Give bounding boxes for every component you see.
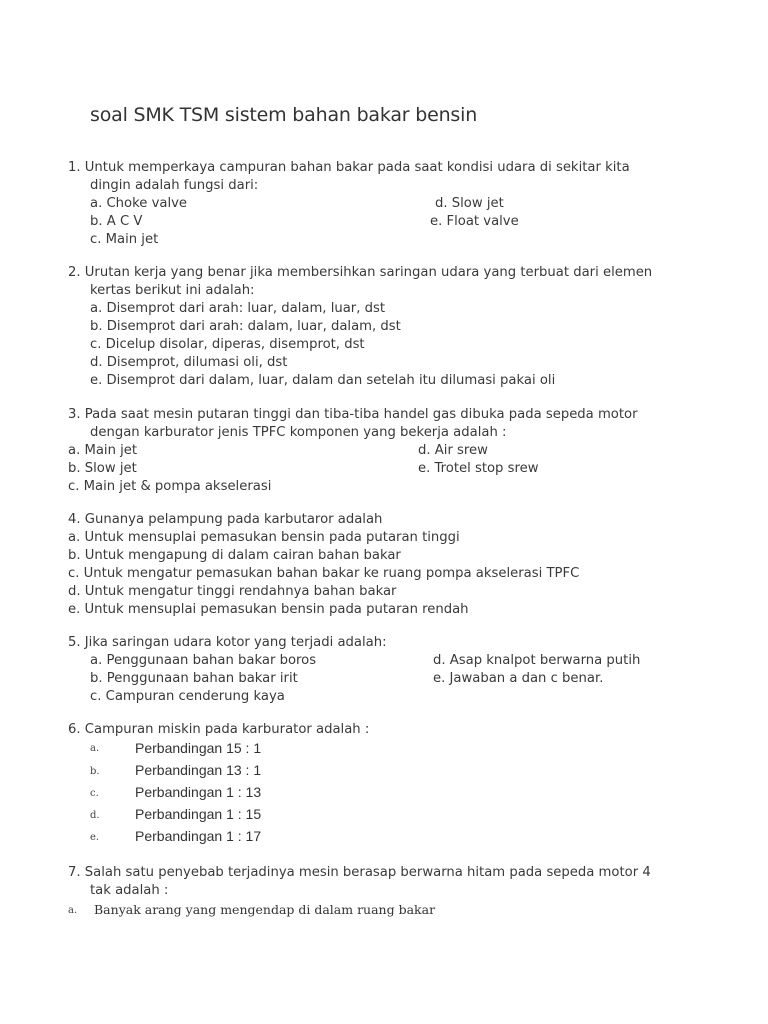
option-a: a. Penggunaan bahan bakar boros <box>90 653 317 668</box>
question-stem-line: 5. Jika saringan udara kotor yang terjadi adalah: <box>68 635 387 650</box>
option-a: a. Disemprot dari arah: luar, dalam, luar, dst <box>90 301 386 316</box>
option-b: b. A C V <box>90 214 143 229</box>
option-a: a. Untuk mensuplai pemasukan bensin pada putaran tinggi <box>68 530 460 545</box>
option-b: Perbandingan 13 : 1 <box>135 762 262 778</box>
option-letter: c. <box>90 788 99 799</box>
option-b: b. Untuk mengapung di dalam cairan bahan bakar <box>68 548 401 563</box>
question-stem-line: 7. Salah satu penyebab terjadinya mesin berasap berwarna hitam pada sepeda motor 4 <box>68 865 651 880</box>
option-a: Perbandingan 15 : 1 <box>135 740 262 756</box>
option-letter: a. <box>90 743 100 754</box>
question-stem-line: dengan karburator jenis TPFC komponen yang bekerja adalah : <box>90 425 507 440</box>
option-e: e. Untuk mensuplai pemasukan bensin pada putaran rendah <box>68 602 469 617</box>
question-stem-line: 4. Gunanya pelampung pada karbutaror adalah <box>68 512 383 527</box>
option-a: Banyak arang yang mengendap di dalam ruang bakar <box>94 902 436 917</box>
question-stem-line: dingin adalah fungsi dari: <box>90 178 259 193</box>
page-title: soal SMK TSM sistem bahan bakar bensin <box>90 104 478 126</box>
option-e: Perbandingan 1 : 17 <box>135 828 262 844</box>
option-b: b. Slow jet <box>68 461 137 476</box>
option-e: e. Float valve <box>430 214 519 229</box>
option-d: d. Slow jet <box>435 196 504 211</box>
option-c: c. Main jet <box>90 232 159 247</box>
question-stem-line: 3. Pada saat mesin putaran tinggi dan tiba-tiba handel gas dibuka pada sepeda motor <box>68 407 638 422</box>
option-d: d. Untuk mengatur tinggi rendahnya bahan bakar <box>68 584 397 599</box>
option-c: c. Campuran cenderung kaya <box>90 689 285 704</box>
option-c: Perbandingan 1 : 13 <box>135 784 262 800</box>
option-c: c. Dicelup disolar, diperas, disemprot, dst <box>90 337 365 352</box>
question-stem-line: 6. Campuran miskin pada karburator adalah : <box>68 722 370 737</box>
option-e: e. Jawaban a dan c benar. <box>433 671 604 686</box>
option-b: b. Penggunaan bahan bakar irit <box>90 671 298 686</box>
option-d: d. Disemprot, dilumasi oli, dst <box>90 355 288 370</box>
option-letter: d. <box>90 810 100 821</box>
option-d: Perbandingan 1 : 15 <box>135 806 262 822</box>
option-a: a. Main jet <box>68 443 138 458</box>
question-stem-line: kertas berikut ini adalah: <box>90 283 255 298</box>
option-letter: e. <box>90 832 100 843</box>
question-stem-line: 1. Untuk memperkaya campuran bahan bakar pada saat kondisi udara di sekitar kita <box>68 160 630 175</box>
option-b: b. Disemprot dari arah: dalam, luar, dalam, dst <box>90 319 401 334</box>
option-a: a. Choke valve <box>90 196 188 211</box>
option-letter: a. <box>68 905 78 916</box>
option-letter: b. <box>90 766 100 777</box>
option-d: d. Asap knalpot berwarna putih <box>433 653 641 668</box>
option-e: e. Trotel stop srew <box>418 461 539 476</box>
question-stem-line: tak adalah : <box>90 883 169 898</box>
option-c: c. Main jet & pompa akselerasi <box>68 479 272 494</box>
option-e: e. Disemprot dari dalam, luar, dalam dan setelah itu dilumasi pakai oli <box>90 373 556 388</box>
option-c: c. Untuk mengatur pemasukan bahan bakar ke ruang pompa akselerasi TPFC <box>68 566 580 581</box>
question-stem-line: 2. Urutan kerja yang benar jika membersihkan saringan udara yang terbuat dari elemen <box>68 265 653 280</box>
option-d: d. Air srew <box>418 443 488 458</box>
